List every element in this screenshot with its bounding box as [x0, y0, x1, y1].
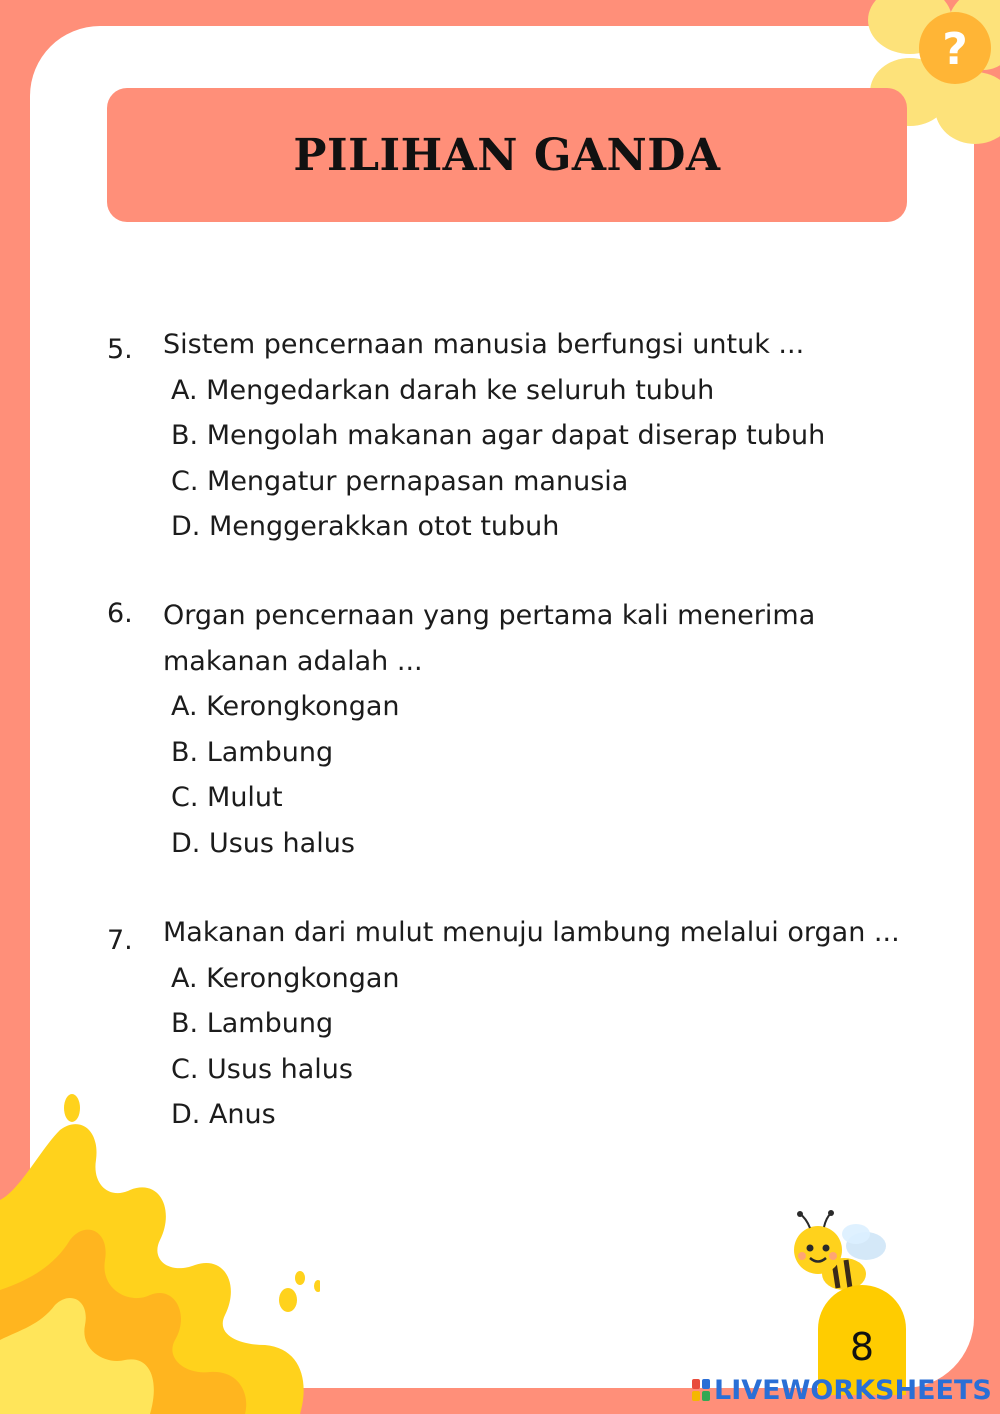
- liveworksheets-watermark: [692, 1372, 992, 1408]
- option-a[interactable]: A. Kerongkongan: [171, 962, 400, 994]
- paint-splash-decoration: [0, 1090, 320, 1414]
- option-c[interactable]: C. Usus halus: [171, 1053, 353, 1085]
- bee-icon: [786, 1208, 896, 1298]
- svg-text:?: ?: [942, 24, 968, 75]
- option-c[interactable]: C. Mulut: [171, 782, 283, 813]
- option-b[interactable]: B. Lambung: [171, 736, 334, 768]
- question-text: Organ pencernaan yang pertama kali menerima makanan adalah ...: [163, 600, 816, 677]
- option-a[interactable]: A. Mengedarkan darah ke seluruh tubuh: [171, 374, 715, 406]
- question-number: 6.: [107, 598, 133, 629]
- option-a[interactable]: A. Kerongkongan: [171, 691, 400, 722]
- option-b[interactable]: B. Lambung: [171, 1008, 334, 1039]
- option-b[interactable]: B. Mengolah makanan agar dapat diserap tubuh: [171, 420, 826, 451]
- title-banner: [107, 88, 907, 222]
- option-d[interactable]: D. Usus halus: [171, 827, 355, 859]
- liveworksheets-logo-icon: [692, 1379, 710, 1401]
- page-number: 8: [849, 1325, 875, 1369]
- page-title: PILIHAN GANDA: [293, 129, 721, 181]
- option-list: [171, 368, 825, 550]
- option-d[interactable]: D. Anus: [171, 1099, 276, 1130]
- question-number: 5.: [107, 334, 133, 365]
- option-d[interactable]: D. Menggerakkan otot tubuh: [171, 511, 560, 542]
- question-number: 7.: [107, 925, 133, 956]
- watermark-text: LIVEWORKSHEETS: [714, 1374, 992, 1406]
- option-c[interactable]: C. Mengatur pernapasan manusia: [171, 465, 629, 497]
- option-list: [171, 684, 400, 866]
- question-text: Makanan dari mulut menuju lambung melalui organ ...: [163, 917, 900, 948]
- question-text: Sistem pencernaan manusia berfungsi untuk ...: [163, 329, 805, 360]
